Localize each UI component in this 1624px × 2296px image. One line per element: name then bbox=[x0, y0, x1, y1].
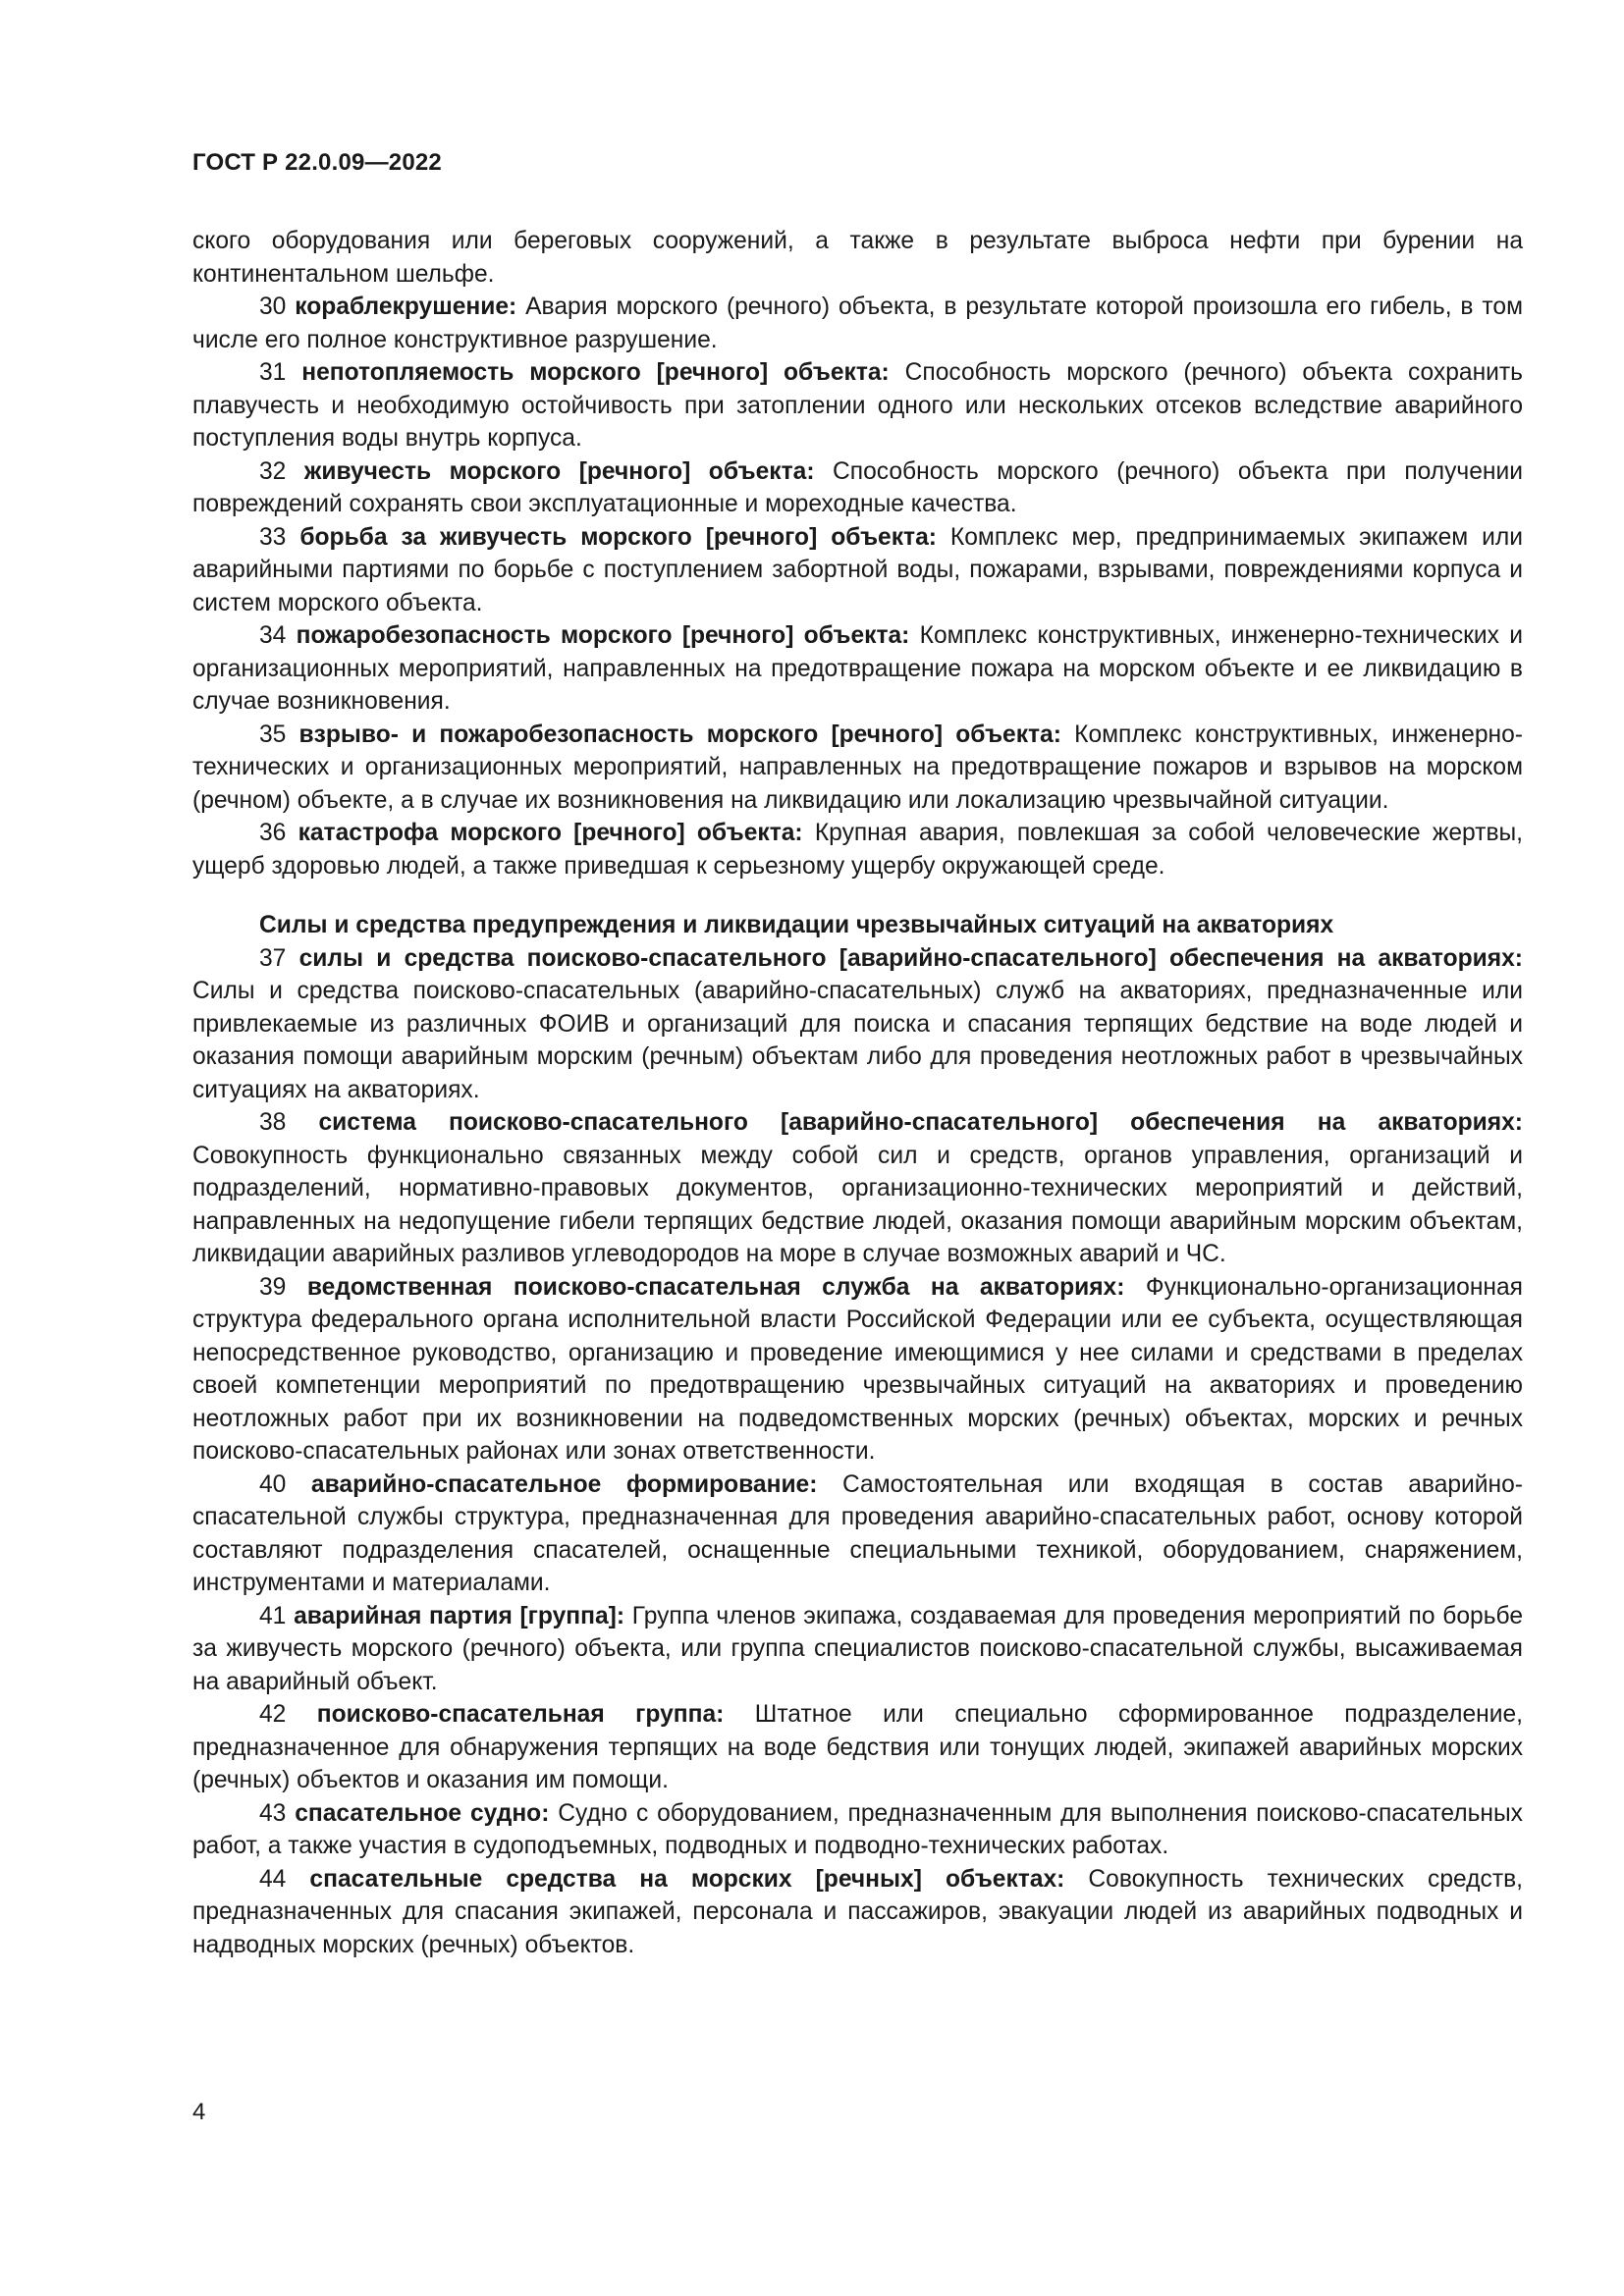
term-entry bbox=[192, 291, 1523, 356]
term-title: спасательное судно: bbox=[295, 1799, 550, 1827]
term-definition: Комплекс мер, предпринимаемых экипажем или аварийными партиями по борьбе с поступлением забортной воды, пожарами, взрывами, повреждениями корпуса и систем морского объекта. bbox=[192, 523, 1523, 616]
document-header: ГОСТ Р 22.0.09—2022 bbox=[192, 149, 442, 176]
term-number: 35 bbox=[259, 721, 287, 748]
term-definition: Совокупность технических средств, предназначенных для спасания экипажей, персонала и пассажиров, эвакуации людей из аварийных подводных и надводных морских (речных) объектов. bbox=[192, 1865, 1523, 1958]
term-entry bbox=[192, 1271, 1523, 1468]
term-title: пожаробезопасность морского [речного] объекта: bbox=[296, 622, 910, 649]
term-entry bbox=[192, 719, 1523, 818]
term-definition: Крупная авария, повлекшая за собой человеческие жертвы, ущерб здоровью людей, а также приведшая к серьезному ущербу окружающей среде. bbox=[192, 820, 1524, 880]
term-title: кораблекрушение: bbox=[295, 294, 517, 320]
term-definition: Функционально-организационная структура федерального органа исполнительной власти Российской Федерации или ее субъекта, осуществляющая непосредственное руководство, организацию и проведение имеющимися у нее силами и средствами в пределах своей компетенции мероприятий по предотвращению чрезвычайных ситуаций на акваториях и проведению неотложных работ при их возникновении на подведомственных морских (речных) объектах, морских и речных поисково-спасательных районах или зонах ответственности. bbox=[192, 1273, 1523, 1465]
term-title: силы и средства поисково-спасательного [аварийно-спасательного] обеспечения на акваториях: bbox=[298, 944, 1523, 972]
term-definition: Комплекс конструктивных, инженерно-технических и организационных мероприятий, направленных на предотвращение пожара на морском объекте и ее ликвидацию в случае возникновения. bbox=[192, 622, 1523, 715]
term-number: 33 bbox=[259, 523, 287, 551]
term-definition: Способность морского (речного) объекта при получении повреждений сохранять свои эксплуатационные и мореходные качества. bbox=[192, 457, 1523, 517]
term-number: 30 bbox=[259, 294, 287, 320]
term-definition: Штатное или специально сформированное подразделение, предназначенное для обнаружения терпящих на воде бедствия или тонущих людей, экипажей аварийных морских (речных) объектов и оказания им помощи. bbox=[192, 1701, 1523, 1793]
term-entry bbox=[192, 1600, 1523, 1699]
document-body bbox=[192, 225, 1523, 1961]
term-entry bbox=[192, 1797, 1523, 1863]
term-title: система поисково-спасательного [аварийно-спасательного] обеспечения на акваториях: bbox=[318, 1109, 1523, 1136]
term-entry bbox=[192, 521, 1523, 620]
term-list-after bbox=[192, 942, 1523, 1962]
term-title: поисково-спасательная группа: bbox=[316, 1701, 725, 1728]
term-number: 31 bbox=[259, 359, 287, 386]
term-title: спасательные средства на морских [речных] объектах: bbox=[309, 1865, 1065, 1893]
term-entry bbox=[192, 455, 1523, 521]
term-number: 41 bbox=[259, 1602, 287, 1629]
term-number: 32 bbox=[259, 457, 287, 485]
term-entry bbox=[192, 817, 1523, 882]
term-definition: Судно с оборудованием, предназначенным для выполнения поисково-спасательных работ, а также участия в судоподъемных, подводных и подводно-технических работах. bbox=[192, 1799, 1523, 1859]
term-entry bbox=[192, 619, 1523, 719]
term-title: взрыво- и пожаробезопасность морского [речного] объекта: bbox=[298, 721, 1061, 748]
term-entry bbox=[192, 1468, 1523, 1600]
term-definition: Самостоятельная или входящая в состав аварийно-спасательной службы структура, предназначенная для проведения аварийно-спасательных работ, основу которой составляют подразделения спасателей, оснащенные специальными техникой, оборудованием, снаряжением, инструментами и материалами. bbox=[192, 1470, 1523, 1596]
term-number: 37 bbox=[259, 944, 287, 972]
continuation-paragraph: ского оборудования или береговых сооружений, а также в результате выброса нефти при бурении на континентальном шельфе. bbox=[192, 228, 1523, 288]
term-definition: Авария морского (речного) объекта, в результате которой произошла его гибель, в том числе его полное конструктивное разрушение. bbox=[192, 294, 1523, 353]
term-entry bbox=[192, 1106, 1523, 1271]
term-number: 43 bbox=[259, 1799, 287, 1827]
term-list-before bbox=[192, 291, 1523, 882]
term-entry bbox=[192, 1863, 1523, 1962]
term-number: 38 bbox=[259, 1109, 287, 1136]
term-definition: Группа членов экипажа, создаваемая для проведения мероприятий по борьбе за живучесть морского (речного) объекта, или группа специалистов поисково-спасательной службы, высаживаемая на аварийный объект. bbox=[192, 1602, 1523, 1695]
term-number: 34 bbox=[259, 622, 287, 649]
term-title: аварийная партия [группа]: bbox=[294, 1602, 625, 1629]
term-definition: Комплекс конструктивных, инженерно-технических и организационных мероприятий, направленных на предотвращение пожаров и взрывов на морском (речном) объекте, а в случае их возникновения на ликвидацию или локализацию чрезвычайной ситуации. bbox=[192, 721, 1523, 814]
term-definition: Силы и средства поисково-спасательных (аварийно-спасательных) служб на акваториях, предназначенные или привлекаемые из различных ФОИВ и организаций для поиска и спасания терпящих бедствие на воде людей и оказания помощи аварийным морским (речным) объектам либо для проведения неотложных работ в чрезвычайных ситуациях на акваториях. bbox=[192, 978, 1523, 1103]
term-title: ведомственная поисково-спасательная служба на акваториях: bbox=[306, 1273, 1125, 1301]
term-entry bbox=[192, 1698, 1523, 1797]
term-title: аварийно-спасательное формирование: bbox=[310, 1470, 818, 1498]
term-number: 44 bbox=[259, 1865, 287, 1893]
term-definition: Способность морского (речного) объекта сохранить плавучесть и необходимую остойчивость при затоплении одного или нескольких отсеков вследствие аварийного поступления воды внутрь корпуса. bbox=[192, 359, 1523, 452]
term-title: катастрофа морского [речного] объекта: bbox=[298, 820, 803, 846]
term-title: борьба за живучесть морского [речного] объекта: bbox=[299, 523, 937, 551]
term-title: непотопляемость морского [речного] объекта: bbox=[301, 359, 890, 386]
term-entry bbox=[192, 942, 1523, 1107]
section-heading: Силы и средства предупреждения и ликвидации чрезвычайных ситуаций на акваториях bbox=[259, 912, 1334, 938]
term-entry bbox=[192, 356, 1523, 455]
page-number: 4 bbox=[192, 2099, 206, 2125]
term-number: 36 bbox=[259, 820, 287, 846]
term-number: 39 bbox=[259, 1273, 287, 1301]
term-number: 40 bbox=[259, 1470, 287, 1498]
term-definition: Совокупность функционально связанных между собой сил и средств, органов управления, организаций и подразделений, нормативно-правовых документов, организационно-технических мероприятий и действий, направленных на недопущение гибели терпящих бедствие людей, оказания помощи аварийным морским объектам, ликвидации аварийных разливов углеводородов на море в случае возможных аварий и ЧС. bbox=[192, 1142, 1523, 1267]
term-title: живучесть морского [речного] объекта: bbox=[303, 457, 815, 485]
term-number: 42 bbox=[259, 1701, 287, 1728]
